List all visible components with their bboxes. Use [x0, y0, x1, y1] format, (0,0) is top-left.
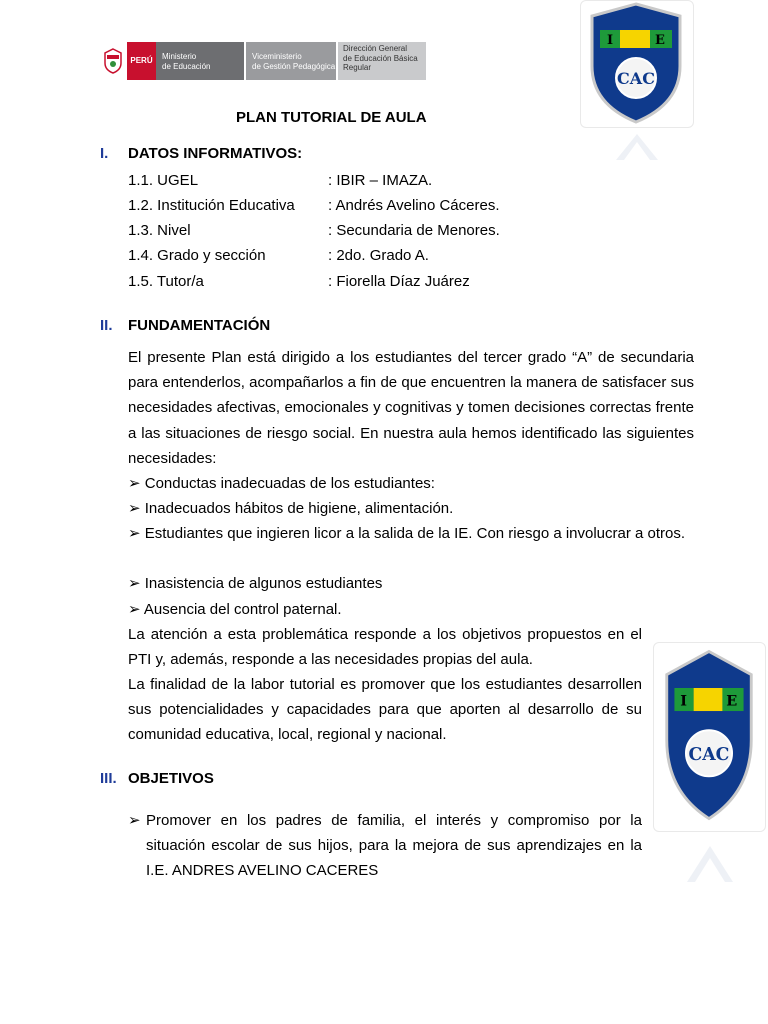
info-row-institucion	[128, 196, 648, 216]
section-2-number: II.	[100, 317, 113, 334]
ministry-logo-band	[99, 42, 426, 80]
info-label: 1.1. UGEL	[128, 172, 199, 189]
section-1-title: DATOS INFORMATIVOS:	[128, 145, 303, 162]
list-item-text: Conductas inadecuadas de los estudiantes:	[144, 475, 435, 492]
section-3-title: OBJETIVOS	[128, 770, 214, 787]
arrow-bullet-icon: ➢	[128, 575, 141, 592]
school-crest-top	[580, 0, 694, 165]
info-value: : IBIR – IMAZA.	[328, 172, 433, 189]
arrow-bullet-icon: ➢	[128, 525, 141, 542]
info-row-grado	[128, 246, 648, 266]
direction-line-1: Dirección General	[343, 44, 408, 53]
crest-letter-left: I	[680, 692, 687, 710]
ministry-label	[156, 42, 244, 80]
ministry-line-1: Ministerio	[162, 52, 197, 61]
crest-letter-left: I	[607, 33, 614, 48]
list-item-text: Ausencia del control paternal.	[143, 601, 342, 618]
ministry-line-2: de Educación	[162, 61, 211, 71]
list-item-text: Inasistencia de algunos estudiantes	[144, 575, 383, 592]
crest-emblem-text: CAC	[688, 745, 730, 765]
school-crest-icon	[586, 2, 686, 124]
crest-reflection-icon	[685, 844, 735, 884]
list-item	[128, 571, 694, 596]
info-value: : Fiorella Díaz Juárez	[328, 273, 470, 290]
info-value: : 2do. Grado A.	[328, 247, 429, 264]
section-2-title: FUNDAMENTACIÓN	[128, 317, 271, 334]
arrow-bullet-icon: ➢	[128, 812, 141, 829]
viceministry-label	[246, 42, 336, 80]
document-title: PLAN TUTORIAL DE AULA	[236, 109, 427, 126]
peru-label: PERÚ	[127, 42, 156, 80]
school-crest-icon	[661, 648, 757, 824]
info-label: 1.2. Institución Educativa	[128, 197, 295, 214]
info-label: 1.5. Tutor/a	[128, 273, 204, 290]
list-item	[128, 496, 694, 521]
section-3-number: III.	[100, 770, 117, 787]
info-value: : Andrés Avelino Cáceres.	[328, 197, 500, 214]
list-item-text: Inadecuados hábitos de higiene, alimentación.	[144, 500, 454, 517]
info-label: 1.3. Nivel	[128, 222, 191, 239]
crest-letter-right: E	[726, 692, 738, 710]
crest-reflection-icon	[614, 132, 660, 162]
fundamentacion-paragraph-2: La atención a esta problemática responde a los objetivos propuestos en el PTI y, además, responde a las necesidades propias del aula.	[128, 626, 642, 669]
crest-emblem-text: CAC	[617, 69, 655, 88]
crest-letter-right: E	[655, 33, 665, 48]
direction-line-3: Regular	[343, 63, 372, 72]
section-1-number: I.	[100, 145, 109, 162]
list-item	[128, 471, 694, 496]
info-value: : Secundaria de Menores.	[328, 222, 500, 239]
school-crest-middle	[653, 642, 766, 887]
info-row-nivel	[128, 221, 648, 241]
direction-line-2: de Educación Básica	[343, 53, 418, 63]
list-item-text: Estudiantes que ingieren licor a la salida de la IE. Con riesgo a involucrar a otros.	[144, 525, 686, 542]
vice-line-1: Viceministerio	[252, 52, 302, 61]
fundamentacion-intro: El presente Plan está dirigido a los estudiantes del tercer grado “A” de secundaria para entenderlos, acompañarlos a fin de que encuentren la manera de satisfacer sus necesidades afectivas, emocionales y cognitivas y tomen decisiones correctas frente a las situaciones de riesgo social. En nuestra aula hemos identificado las siguientes necesidades:	[128, 349, 694, 467]
peru-shield-icon	[99, 42, 127, 80]
info-row-ugel	[128, 171, 648, 191]
fundamentacion-paragraph-3: La finalidad de la labor tutorial es promover que los estudiantes desarrollen sus potencialidades y capacidades para que aporten al desarrollo de su comunidad educativa, local, regional y nacional.	[128, 676, 642, 744]
direction-label	[338, 42, 426, 80]
arrow-bullet-icon: ➢	[128, 601, 141, 618]
list-item	[128, 597, 694, 622]
arrow-bullet-icon: ➢	[128, 475, 141, 492]
info-row-tutor	[128, 272, 648, 292]
objetivos-item	[128, 808, 642, 884]
objetivo-text: Promover en los padres de familia, el interés y compromiso por la situación escolar de sus hijos, para la mejora de sus aprendizajes en la I.E. ANDRES AVELINO CACERES	[146, 812, 642, 880]
info-label: 1.4. Grado y sección	[128, 247, 266, 264]
vice-line-2: de Gestión Pedagógica	[252, 61, 336, 71]
arrow-bullet-icon: ➢	[128, 500, 141, 517]
list-item	[128, 521, 694, 546]
